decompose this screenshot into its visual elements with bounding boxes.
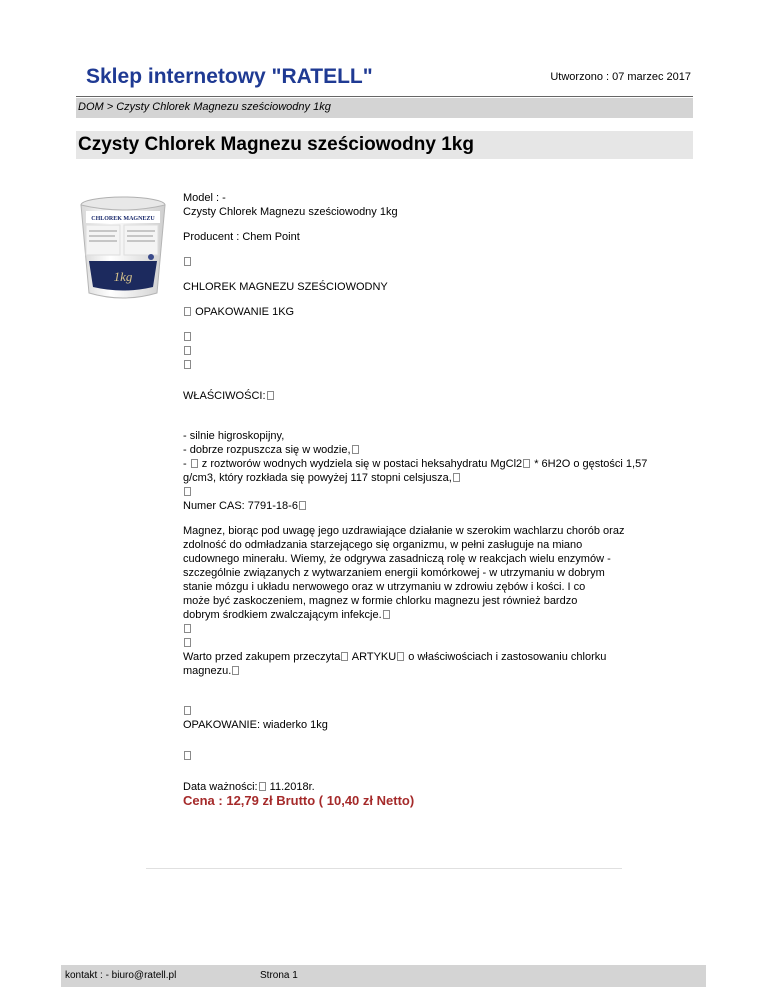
heading-upper: CHLOREK MAGNEZU SZEŚCIOWODNY [183, 281, 388, 293]
missing-glyph-icon [352, 445, 359, 454]
missing-glyph-icon [267, 391, 274, 400]
breadcrumb [76, 98, 693, 118]
created-date: Utworzono : 07 marzec 2017 [550, 71, 691, 83]
description-line: zdolność do odmładzania starzejącego się organizmu, w pełni zasługuje na miano [183, 539, 583, 551]
product-name-line: Czysty Chlorek Magnezu sześciowodny 1kg [183, 206, 398, 218]
description-line: cudownego minerału. Wiemy, że odgrywa zasadniczą rolę w reakcjach wielu enzymów - [183, 553, 611, 565]
properties-heading: WŁAŚCIWOŚCI: [183, 389, 683, 403]
missing-glyph-icon [397, 652, 404, 661]
missing-glyph-icon [383, 610, 390, 619]
shop-title: Sklep internetowy "RATELL" [86, 65, 373, 88]
page-title: Czysty Chlorek Magnezu sześciowodny 1kg [76, 131, 693, 159]
expiry-date: Data ważności: 11.2018r. [183, 781, 315, 793]
missing-glyph-icon [191, 459, 198, 468]
packaging-line: OPAKOWANIE: wiaderko 1kg [183, 719, 328, 731]
missing-glyph-icon [184, 751, 191, 760]
property-item: - silnie higroskopijny, [183, 430, 285, 442]
missing-glyph-icon [184, 487, 191, 496]
bucket-illustration [77, 183, 169, 303]
description-line: szczególnie związanych z wytwarzaniem energii komórkowej - w utrzymaniu w dobrym [183, 567, 605, 579]
missing-glyph-icon [184, 360, 191, 369]
footer-page-number: Strona 1 [260, 970, 298, 981]
missing-glyph-icon [299, 501, 306, 510]
product-image [77, 183, 169, 303]
missing-glyph-icon [341, 652, 348, 661]
model-line: Model : - [183, 192, 226, 204]
document-header [76, 62, 693, 96]
footer-contact: kontakt : - biuro@ratell.pl [65, 970, 177, 981]
property-item: - z roztworów wodnych wydziela się w postaci heksahydratu MgCl2 * 6H2O o gęstości 1,57 [183, 458, 648, 470]
missing-glyph-icon [523, 459, 530, 468]
breadcrumb-current: Czysty Chlorek Magnezu sześciowodny 1kg [116, 101, 331, 113]
missing-glyph-icon [184, 638, 191, 647]
page-footer [61, 965, 706, 987]
missing-glyph-icon [184, 624, 191, 633]
product-price: Cena : 12,79 zł Brutto ( 10,40 zł Netto) [183, 793, 415, 808]
missing-glyph-icon [184, 346, 191, 355]
description-line: stanie mózgu i układu nerwowego oraz w utrzymaniu w zdrowiu zębów i kości. I co [183, 581, 586, 593]
content-divider [146, 868, 622, 869]
missing-glyph-icon [184, 307, 191, 316]
missing-glyph-icon [453, 473, 460, 482]
missing-glyph-icon [184, 332, 191, 341]
missing-glyph-icon [232, 666, 239, 675]
description-line: Magnez, biorąc pod uwagę jego uzdrawiające działanie w szerokim wachlarzu chorób oraz [183, 525, 625, 537]
packaging-upper-line: OPAKOWANIE 1KG [183, 305, 683, 319]
breadcrumb-separator: > [103, 101, 117, 113]
property-item-cont: g/cm3, który rozkłada się powyżej 117 stopni celsjusza, [183, 471, 683, 485]
svg-text:CHLOREK MAGNEZU: CHLOREK MAGNEZU [91, 216, 155, 222]
description-line: dobrym środkiem zwalczającym infekcje. [183, 608, 683, 622]
missing-glyph-icon [184, 706, 191, 715]
article-note: Warto przed zakupem przeczyta ARTYKU o właściwościach i zastosowaniu chlorku [183, 651, 607, 663]
property-item: - dobrze rozpuszcza się w wodzie, [183, 443, 683, 457]
cas-number: Numer CAS: 7791-18-6 [183, 499, 683, 513]
missing-glyph-icon [184, 257, 191, 266]
producer-line: Producent : Chem Point [183, 231, 300, 243]
missing-glyph-icon [259, 782, 266, 791]
description-line: może być zaskoczeniem, magnez w formie chlorku magnezu jest również bardzo [183, 595, 578, 607]
breadcrumb-home[interactable]: DOM [78, 101, 104, 113]
header-divider [76, 96, 693, 97]
article-note-cont: magnezu. [183, 664, 683, 678]
svg-text:1kg: 1kg [113, 269, 133, 284]
product-description [183, 191, 683, 808]
